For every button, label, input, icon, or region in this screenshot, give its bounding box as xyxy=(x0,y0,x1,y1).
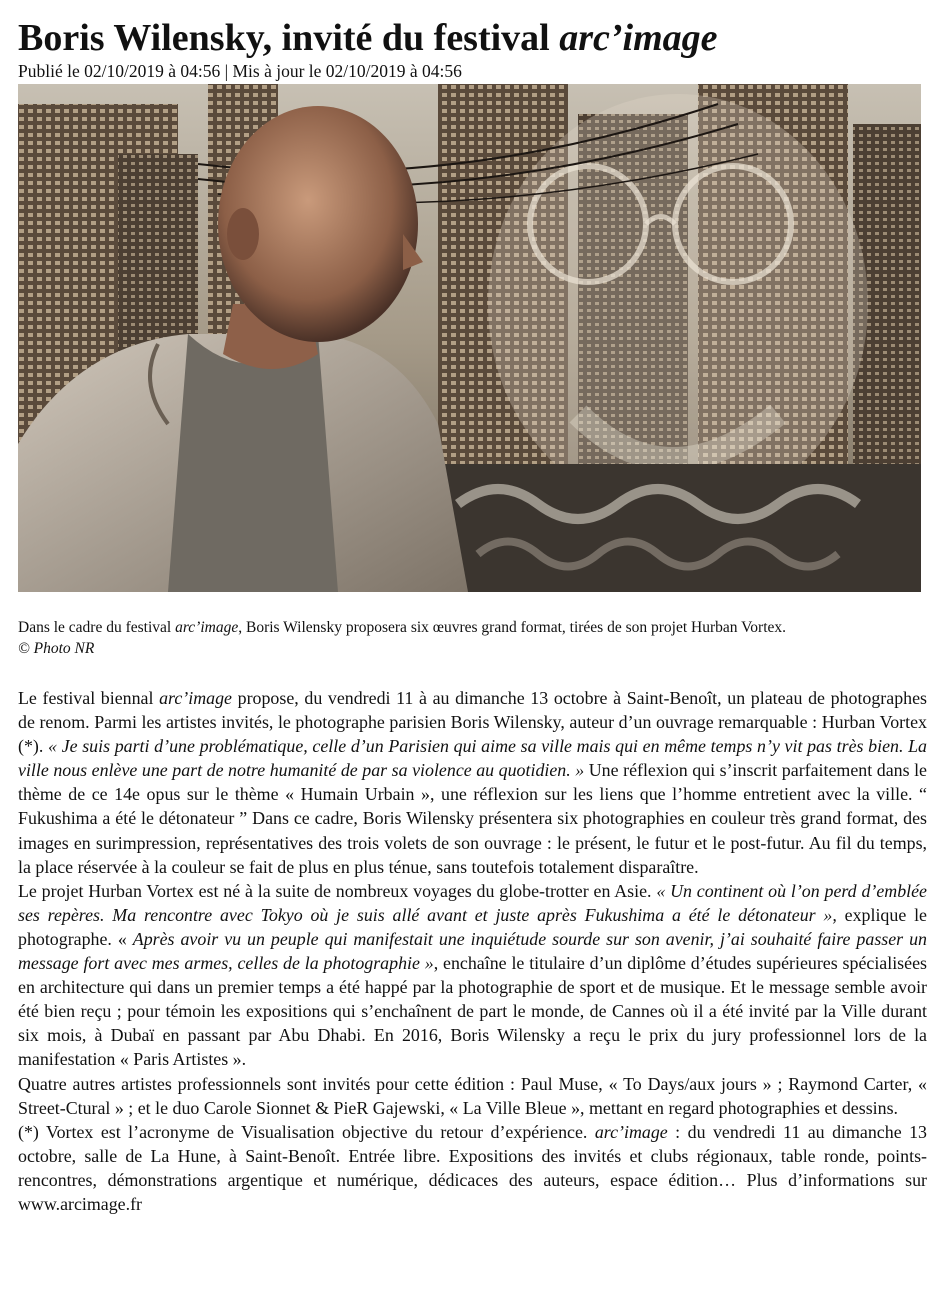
article-title xyxy=(18,16,928,60)
article-photo xyxy=(18,84,921,592)
article-text-run: Quatre autres artistes professionnels sont invités pour cette édition : Paul Muse, « To Days/aux jours » ; Raymond Carter, « Street-Ctural » ; et le duo Carole Sionnet & PieR Gajewski, « La Ville Bleue », mettant en regard photographies et dessins. xyxy=(18,1073,927,1118)
publication-meta: Publié le 02/10/2019 à 04:56 | Mis à jour le 02/10/2019 à 04:56 xyxy=(18,61,462,81)
article-text-run: , enchaîne le titulaire d’un diplôme d’études supérieures spécialisées en architecture qui dans un premier temps a été happé par la photographie de sport et de musique. Et le message semble avoir été bien reçu ; pour témoin les expositions qui s’enchaînent de part le monde, de Cannes où il a été invité par la Ville durant six mois, à Dubaï en passant par Abu Dhabi. En 2016, Boris Wilensky a reçu le prix du jury professionnel lors de la manifestation « Paris Artistes ». xyxy=(18,953,927,1070)
article-italic-run: Après avoir vu un peuple qui manifestait une inquiétude sourde sur son avenir, j’ai souhaité faire passer un message fort avec mes armes, celles de la photographie » xyxy=(18,928,927,974)
article-text-run: Le projet Hurban Vortex est né à la suite de nombreux voyages du globe-trotter en Asie. xyxy=(18,880,657,901)
photo-credit: © Photo NR xyxy=(18,640,95,657)
title-main: Boris Wilensky, invité du festival xyxy=(18,17,560,59)
article-italic-run: « Je suis parti d’une problématique, celle d’un Parisien qui aime sa ville mais qui en même temps n’y vit pas très bien. La ville nous enlève une part de notre humanité de par sa violence au quotidien. » xyxy=(18,736,927,781)
article-paragraph xyxy=(18,1120,927,1216)
caption-festival-name: arc’image xyxy=(175,619,239,636)
article-italic-run: arc’image xyxy=(594,1121,668,1142)
article-body xyxy=(18,686,927,1216)
title-festival-name: arc’image xyxy=(559,17,718,59)
article-text-run: explique le photographe. « xyxy=(18,904,927,949)
article-text-run: : du vendredi 11 au dimanche 13 octobre, salle de La Hune, à Saint-Benoît. Entrée libre. Expositions des invités et clubs régionaux, table ronde, points-rencontres, démonstrations argentique et numérique, dédicaces des auteurs, espace édition… Plus d’informations sur www.arcimage.fr xyxy=(18,1121,927,1214)
article-italic-run: arc’image xyxy=(159,688,232,708)
article-paragraph xyxy=(18,686,927,879)
article-text-run: (*) Vortex est l’acronyme de Visualisation objective du retour d’expérience. xyxy=(18,1121,595,1142)
article-paragraph xyxy=(18,879,927,1072)
article-text-run: Le festival biennal xyxy=(18,688,160,708)
article-text-run: propose, du vendredi 11 à au dimanche 13 octobre à Saint-Benoît, un plateau de photographes de renom. Parmi les artistes invités, le photographe parisien Boris Wilensky, auteur d’un ouvrage remarquable : Hurban Vortex (*). xyxy=(18,688,927,757)
caption-text-b: , Boris Wilensky proposera six œuvres grand format, tirées de son projet Hurban Vortex. xyxy=(238,619,787,636)
photo-caption xyxy=(18,618,923,638)
caption-text-a: Dans le cadre du festival xyxy=(18,619,176,636)
article-paragraph xyxy=(18,1072,927,1120)
article-italic-run: « Un continent où l’on perd d’emblée ses repères. Ma rencontre avec Tokyo où je suis allé avant et juste après Fukushima a été le détonateur », xyxy=(18,880,928,925)
article-text-run: Une réflexion qui s’inscrit parfaitement dans le thème de ce 14e opus sur le thème « Humain Urbain », une réflexion sur les liens que l’homme entretient avec la ville. “ Fukushima a été le détonateur ” Dans ce cadre, Boris Wilensky présentera six photographies en couleur très grand format, des images en surimpression, représentatives des trois volets de son ouvrage : le présent, le futur et le post-futur. Au fil du temps, la place réservée à la couleur se fait de plus en plus ténue, sans toutefois totalement disparaître. xyxy=(18,760,927,877)
